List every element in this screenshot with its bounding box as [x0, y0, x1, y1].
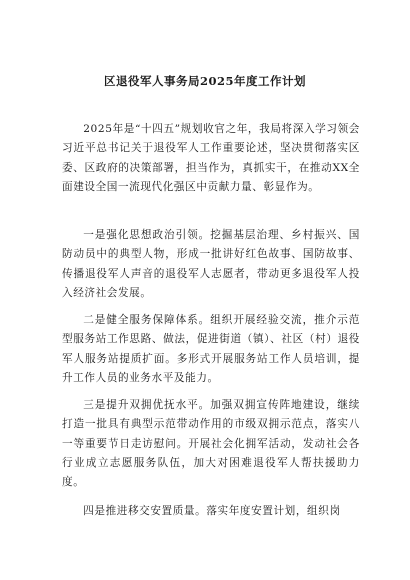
intro-paragraph: 2025年是“十四五”规划收官之年，我局将深入学习领会习近平总书记关于退役军人工作重要论述，坚决贯彻落实区委、区政府的决策部署，担当作为，真抓实干，在推动XX全面建设全国一流现代化强区中贡献力量、彰显作为。	[62, 123, 360, 193]
paragraph-support-level: 三是提升双拥优抚水平。加强双拥宣传阵地建设，继续打造一批具有典型示范带动作用的市级双拥示范点，落实八一等重要节日走访慰问。开展社会化拥军活动，发动社会各行业成立志愿服务队伍，加大对困难退役军人帮扶援助力度。	[62, 399, 360, 489]
paragraph-resettlement: 四是推进移交安置质量。落实年度安置计划，组织岗	[83, 505, 341, 517]
paragraph-political-guidance: 一是强化思想政治引领。挖掘基层治理、乡村振兴、国防动员中的典型人物，形成一批讲好红色故事、国防故事、传播退役军人声音的退役军人志愿者，带动更多退役军人投入经济社会发展。	[62, 229, 360, 299]
paragraph-service-system: 二是健全服务保障体系。组织开展经验交流，推介示范型服务站工作思路、做法，促进街道（镇）、社区（村）退役军人服务站提质扩面。多形式开展服务站工作人员培训，提升工作人员的业务水平及能力。	[62, 314, 360, 384]
document-title: 区退役军人事务局2025年度工作计划	[103, 74, 306, 88]
